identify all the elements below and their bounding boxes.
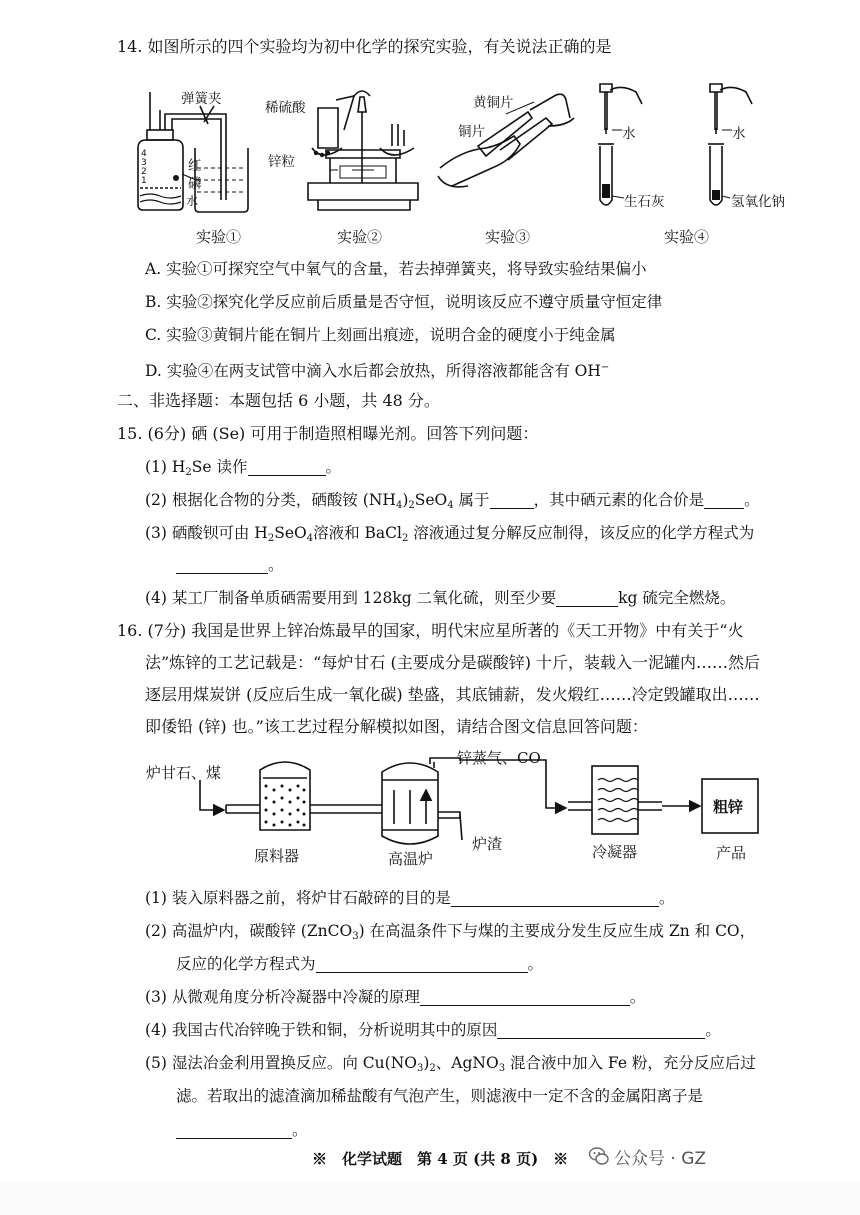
flow-slag-label: 炉渣 — [472, 835, 503, 853]
q16-line-4: 即倭铅 (锌) 也。”该工艺过程分解模拟如图，请结合图文信息回答问题： — [145, 717, 648, 736]
answer-blank[interactable] — [420, 989, 630, 1006]
q14-option-a: A. 实验①可探究空气中氧气的含量，若去掉弹簧夹，将导致实验结果偏小 — [145, 260, 647, 278]
exp1-scale-4: 4 — [141, 149, 147, 159]
answer-blank[interactable] — [176, 1122, 292, 1139]
q15-part3-answer: 。 — [176, 555, 284, 575]
q16-line-2: 法”炼锌的工艺记载是：“每炉甘石 (主要成分是碳酸锌) 十斤，装载入一泥罐内……然后 — [145, 653, 761, 672]
exp4-caption: 实验④ — [664, 228, 710, 246]
flow-caption-condenser: 冷凝器 — [592, 843, 638, 861]
exp1-scale-3: 3 — [141, 158, 147, 168]
wechat-icon — [588, 1145, 610, 1167]
flow-caption-product: 产品 — [716, 844, 747, 862]
exp4-water-b-label: 水 — [732, 126, 746, 142]
q16-part1: (1) 装入原料器之前，将炉甘石敲碎的目的是 。 — [145, 889, 675, 907]
exp1-scale-1: 1 — [141, 176, 147, 186]
page-bottom-edge — [0, 1182, 860, 1215]
answer-blank[interactable] — [451, 890, 659, 907]
exp3-caption: 实验③ — [485, 228, 531, 246]
exp3-brass-label: 黄铜片 — [473, 95, 514, 111]
q14-option-d: D. 实验④在两支试管中滴入水后都会放热，所得溶液都能含有 OH− — [145, 362, 610, 380]
exp2-zinc-label: 锌粒 — [268, 154, 295, 170]
q16-line-1: 16. (7分) 我国是世界上锌冶炼最早的国家，明代宋应星所著的《天工开物》中有关于“火 — [117, 621, 744, 640]
answer-blank[interactable] — [497, 1022, 705, 1039]
exp2-acid-label: 稀硫酸 — [265, 100, 306, 116]
q16-part4: (4) 我国古代冶锌晚于铁和铜，分析说明其中的原因 。 — [145, 1021, 721, 1039]
q16-part2: (2) 高温炉内，碳酸锌 (ZnCO$_3$) 在高温条件下与煤的主要成分发生反应生成 Zn 和 CO， — [145, 922, 756, 942]
exp1-water-label: 水 — [186, 194, 199, 208]
q15-part3: (3) 硒酸钡可由 $H_2SeO_4$溶液和 BaCl$_2$ 溶液通过复分解反应制得，该反应的化学方程式为 — [145, 524, 755, 544]
raw-material-vessel — [260, 762, 310, 830]
q16-line-3: 逐层用煤炭饼 (反应后生成一氧化碳) 垫盛，其底铺薪，发火煅红……冷定毁罐取出…… — [145, 685, 760, 704]
exp1-phosphorus-label: 磷 — [188, 176, 202, 192]
answer-blank[interactable] — [316, 956, 528, 973]
exp4-water-a-label: 水 — [622, 126, 636, 142]
q15-part4: (4) 某工厂制备单质硒需要用到 128kg 二氧化硫，则至少要 kg 硫完全燃烧。 — [145, 589, 736, 607]
q16-part2-line2: 反应的化学方程式为 。 — [176, 955, 544, 973]
q16-part5-answer: 。 — [176, 1120, 308, 1140]
q16-part5-line2: 滤。若取出的滤渣滴加稀盐酸有气泡产生，则滤液中一定不含的金属阳离子是 — [176, 1087, 704, 1105]
flow-input-label: 炉甘石、煤 — [146, 764, 222, 782]
exp1-red-label: 红 — [188, 158, 202, 174]
exp3-copper-label: 铜片 — [458, 124, 485, 140]
q15-part2: (2) 根据化合物的分类，硒酸铵 $(NH_4)_2SeO_4$ 属于 ，其中硒元素的化合价是 。 — [145, 491, 760, 511]
flow-caption-furnace: 高温炉 — [388, 850, 434, 868]
exp2-caption: 实验② — [337, 228, 383, 246]
q15-part1: (1) $H_2Se$ 读作 。 — [145, 458, 342, 478]
exp1-spring-clip-label: 弹簧夹 — [181, 91, 222, 107]
q15-stem: 15. (6分) 硒 (Se) 可用于制造照相曝光剂。回答下列问题： — [117, 424, 539, 443]
exp1-scale-2: 2 — [141, 167, 147, 177]
exp4-naoh-label: 氢氧化钠 — [731, 194, 785, 210]
q14-stem: 14. 如图所示的四个实验均为初中化学的探究实验，有关说法正确的是 — [117, 37, 612, 56]
q14-option-b: B. 实验②探究化学反应前后质量是否守恒，说明该反应不遵守质量守恒定律 — [145, 293, 663, 311]
watermark-text: 公众号 · GZ — [614, 1149, 707, 1169]
q16-part5: (5) 湿法冶金利用置换反应。向 $Cu(NO_3)_2$、AgNO$_3$ 混合液中加入 Fe 粉，充分反应后过 — [145, 1054, 756, 1074]
q14-option-c: C. 实验③黄铜片能在铜片上刻画出痕迹，说明合金的硬度小于纯金属 — [145, 326, 616, 344]
page-footer: ※ 化学试题 第 4 页 (共 8 页) ※ — [312, 1150, 569, 1168]
flow-vapor-label: 锌蒸气、CO — [457, 749, 541, 767]
flow-caption-raw: 原料器 — [254, 847, 300, 865]
section-2-heading: 二、非选择题：本题包括 6 小题，共 48 分。 — [117, 391, 440, 410]
exp1-caption: 实验① — [196, 228, 242, 246]
exp4-lime-label: 生石灰 — [624, 194, 665, 210]
flow-product-label: 粗锌 — [713, 798, 744, 816]
q16-part3: (3) 从微观角度分析冷凝器中冷凝的原理 。 — [145, 988, 646, 1006]
